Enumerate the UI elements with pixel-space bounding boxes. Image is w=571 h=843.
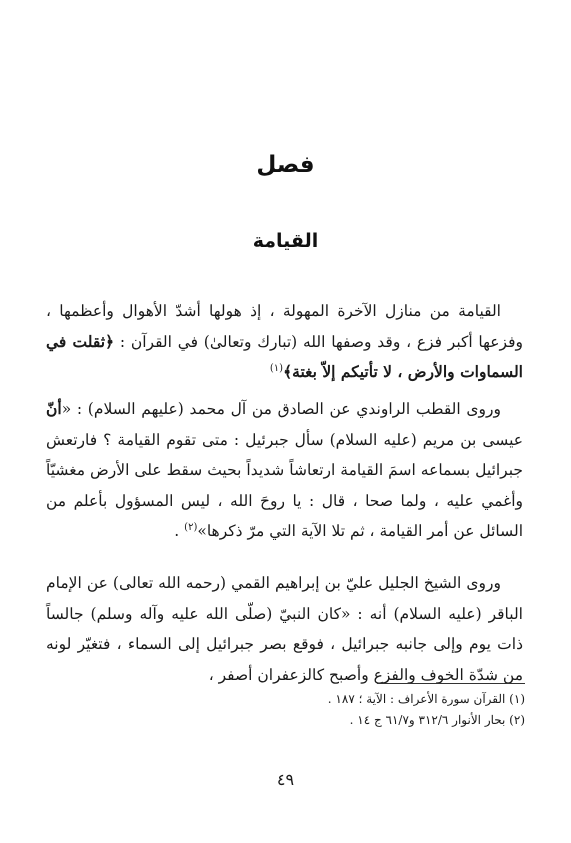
footnote-divider — [377, 683, 525, 684]
paragraph-2-bold-word: أنّ — [46, 399, 62, 418]
footnote-ref-1: (١) — [269, 362, 284, 374]
paragraph-1-text: القيامة من منازل الآخرة المهولة ، إذ هولها أشدّ الأهوال وأعظمها ، وفزعها أكبر فزع ، وقد وصفها الله (تبارك وتعالىٰ) في القرآن : — [46, 302, 523, 351]
paragraph-2-text-before: وروى القطب الراوندي عن الصادق من آل محمد (عليهم السلام) : « — [61, 400, 501, 418]
paragraph-1 — [46, 296, 523, 388]
paragraph-2 — [46, 394, 523, 547]
footnote-2: (٢) بحار الأنوار ٣١٢/٦ و٦١/٧ ج ١٤ . — [349, 713, 525, 727]
quran-verse: ﴿ثقلت في السماوات والأرض ، لا تأتيكم إلاّ بغتة﴾ — [46, 331, 523, 381]
paragraph-2-text-after: عيسى بن مريم (عليه السلام) سأل جبرئيل : متى تقوم القيامة ؟ فارتعش جبرائيل بسماعه اسمَ القيامة ارتعاشاً شديداً بحيث سقط على الأرض مغشيّاً وأغمي عليه ، ولما صحا ، قال : يا روحَ الله ، ليس المسؤول بأعلم من السائل عن أمر القيامة ، ثم تلا الآية التي مرّ ذكرها» — [46, 430, 523, 540]
footnote-ref-2: (٢) — [184, 521, 198, 533]
page-number: ٤٩ — [276, 770, 295, 789]
paragraph-2-end: . — [174, 522, 185, 540]
footnote-1: (١) القرآن سورة الأعراف : الآية ؛ ١٨٧ . — [327, 692, 525, 706]
chapter-title: فصل — [256, 152, 315, 178]
footnotes — [48, 689, 525, 731]
paragraph-3 — [46, 568, 523, 690]
section-title: القيامة — [252, 230, 319, 252]
paragraph-3-text: وروى الشيخ الجليل عليّ بن إبراهيم القمي (رحمه الله تعالى) عن الإمام الباقر (عليه السلام) أنه : «كان النبيّ (صلّى الله عليه وآله وسلم) جالساً ذات يوم وإلى جانبه جبرائيل ، فوقع بصر جبرائيل إلى السماء ، فتغيّر لونه من شدّة الخوف والفزع وأصبح كالزعفران أصفر ، — [46, 574, 523, 684]
